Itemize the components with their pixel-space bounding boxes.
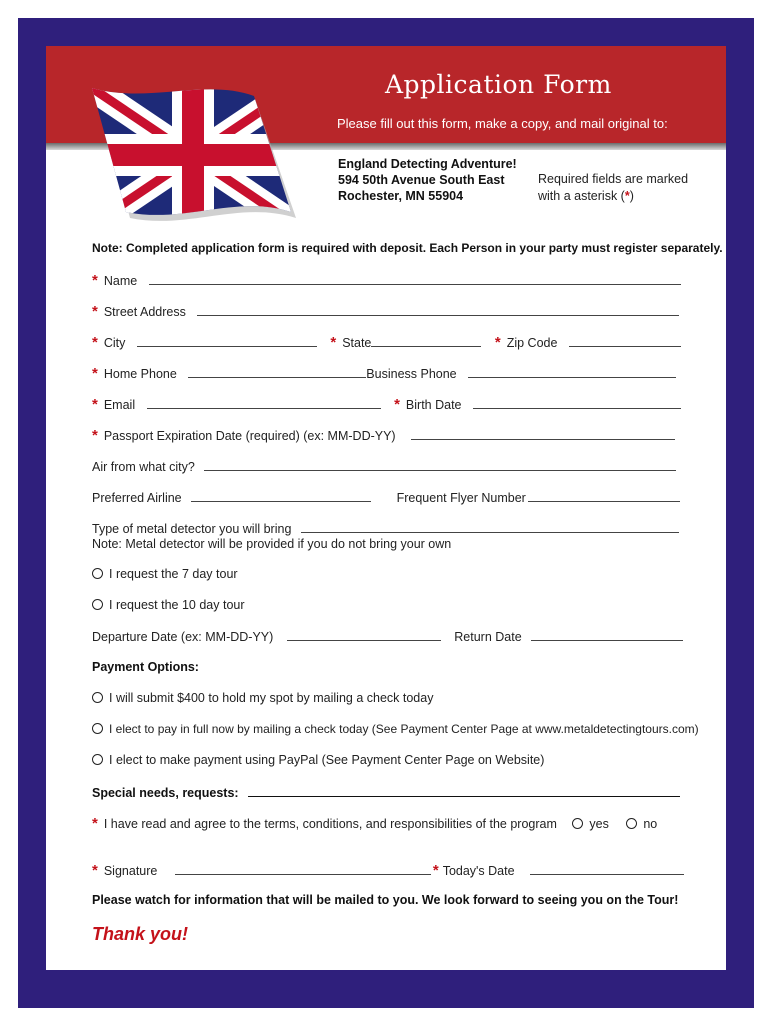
tour-7-option[interactable]: I request the 7 day tour bbox=[92, 567, 238, 581]
yes-radio-icon[interactable] bbox=[572, 818, 583, 829]
thank-you-text: Thank you! bbox=[92, 924, 189, 944]
special-needs-field[interactable] bbox=[248, 785, 680, 797]
detector-note: Note: Metal detector will be provided if you do not bring your own bbox=[92, 537, 452, 551]
passport-row: * Passport Expiration Date (required) (ex: MM-DD-YY) bbox=[92, 427, 675, 444]
mailing-address: England Detecting Adventure! 594 50th Avenue South East Rochester, MN 55904 bbox=[338, 157, 517, 203]
special-needs-row: Special needs, requests: bbox=[92, 785, 680, 800]
detector-row: Type of metal detector you will bring bbox=[92, 521, 679, 536]
no-radio-icon[interactable] bbox=[626, 818, 637, 829]
signature-field[interactable] bbox=[175, 863, 431, 875]
name-field[interactable] bbox=[149, 273, 681, 285]
zip-field[interactable] bbox=[569, 335, 681, 347]
radio-circle-icon[interactable] bbox=[92, 599, 103, 610]
airline-row: Preferred Airline Frequent Flyer Number bbox=[92, 490, 680, 505]
name-row: * Name bbox=[92, 272, 681, 289]
air-from-field[interactable] bbox=[204, 459, 676, 471]
home-phone-field[interactable] bbox=[188, 366, 366, 378]
city-state-zip-row: * City * State * Zip Code bbox=[92, 334, 681, 351]
phone-row: * Home Phone Business Phone bbox=[92, 365, 676, 382]
radio-circle-icon[interactable] bbox=[92, 692, 103, 703]
agree-row: * I have read and agree to the terms, conditions, and responsibilities of the program yes no bbox=[92, 815, 658, 832]
union-jack-flag-icon bbox=[86, 84, 301, 229]
payment-option-deposit[interactable]: I will submit $400 to hold my spot by mailing a check today bbox=[92, 691, 433, 705]
street-row: * Street Address bbox=[92, 303, 679, 320]
birth-date-field[interactable] bbox=[473, 397, 681, 409]
business-phone-field[interactable] bbox=[468, 366, 676, 378]
required-fields-note: Required fields are marked with a asterisk (*) bbox=[538, 172, 689, 203]
radio-circle-icon[interactable] bbox=[92, 754, 103, 765]
dates-row: Departure Date (ex: MM-DD-YY) Return Date bbox=[92, 629, 683, 644]
page-title: Application Form bbox=[385, 70, 612, 99]
email-field[interactable] bbox=[147, 397, 381, 409]
email-row: * Email * Birth Date bbox=[92, 396, 681, 413]
state-field[interactable] bbox=[371, 335, 481, 347]
radio-circle-icon[interactable] bbox=[92, 568, 103, 579]
passport-field[interactable] bbox=[411, 428, 675, 440]
deposit-note: Note: Completed application form is required with deposit. Each Person in your party must register separately. bbox=[92, 241, 723, 255]
airline-field[interactable] bbox=[191, 490, 371, 502]
payment-option-full[interactable]: I elect to pay in full now by mailing a check today (See Payment Center Page at www.metaldetectingtours.com) bbox=[92, 722, 699, 736]
closing-note: Please watch for information that will be mailed to you. We look forward to seeing you on the Tour! bbox=[92, 893, 679, 907]
detector-field[interactable] bbox=[301, 521, 679, 533]
signature-row: * Signature * Today's Date bbox=[92, 862, 684, 879]
departure-date-field[interactable] bbox=[287, 629, 441, 641]
page-subtitle: Please fill out this form, make a copy, and mail original to: bbox=[337, 116, 668, 131]
tour-10-option[interactable]: I request the 10 day tour bbox=[92, 598, 245, 612]
city-field[interactable] bbox=[137, 335, 317, 347]
frequent-flyer-field[interactable] bbox=[528, 490, 680, 502]
payment-options-title: Payment Options: bbox=[92, 660, 199, 674]
street-field[interactable] bbox=[197, 304, 679, 316]
air-from-row: Air from what city? bbox=[92, 459, 676, 474]
payment-option-paypal[interactable]: I elect to make payment using PayPal (See Payment Center Page on Website) bbox=[92, 753, 544, 767]
todays-date-field[interactable] bbox=[530, 863, 684, 875]
radio-circle-icon[interactable] bbox=[92, 723, 103, 734]
return-date-field[interactable] bbox=[531, 629, 683, 641]
